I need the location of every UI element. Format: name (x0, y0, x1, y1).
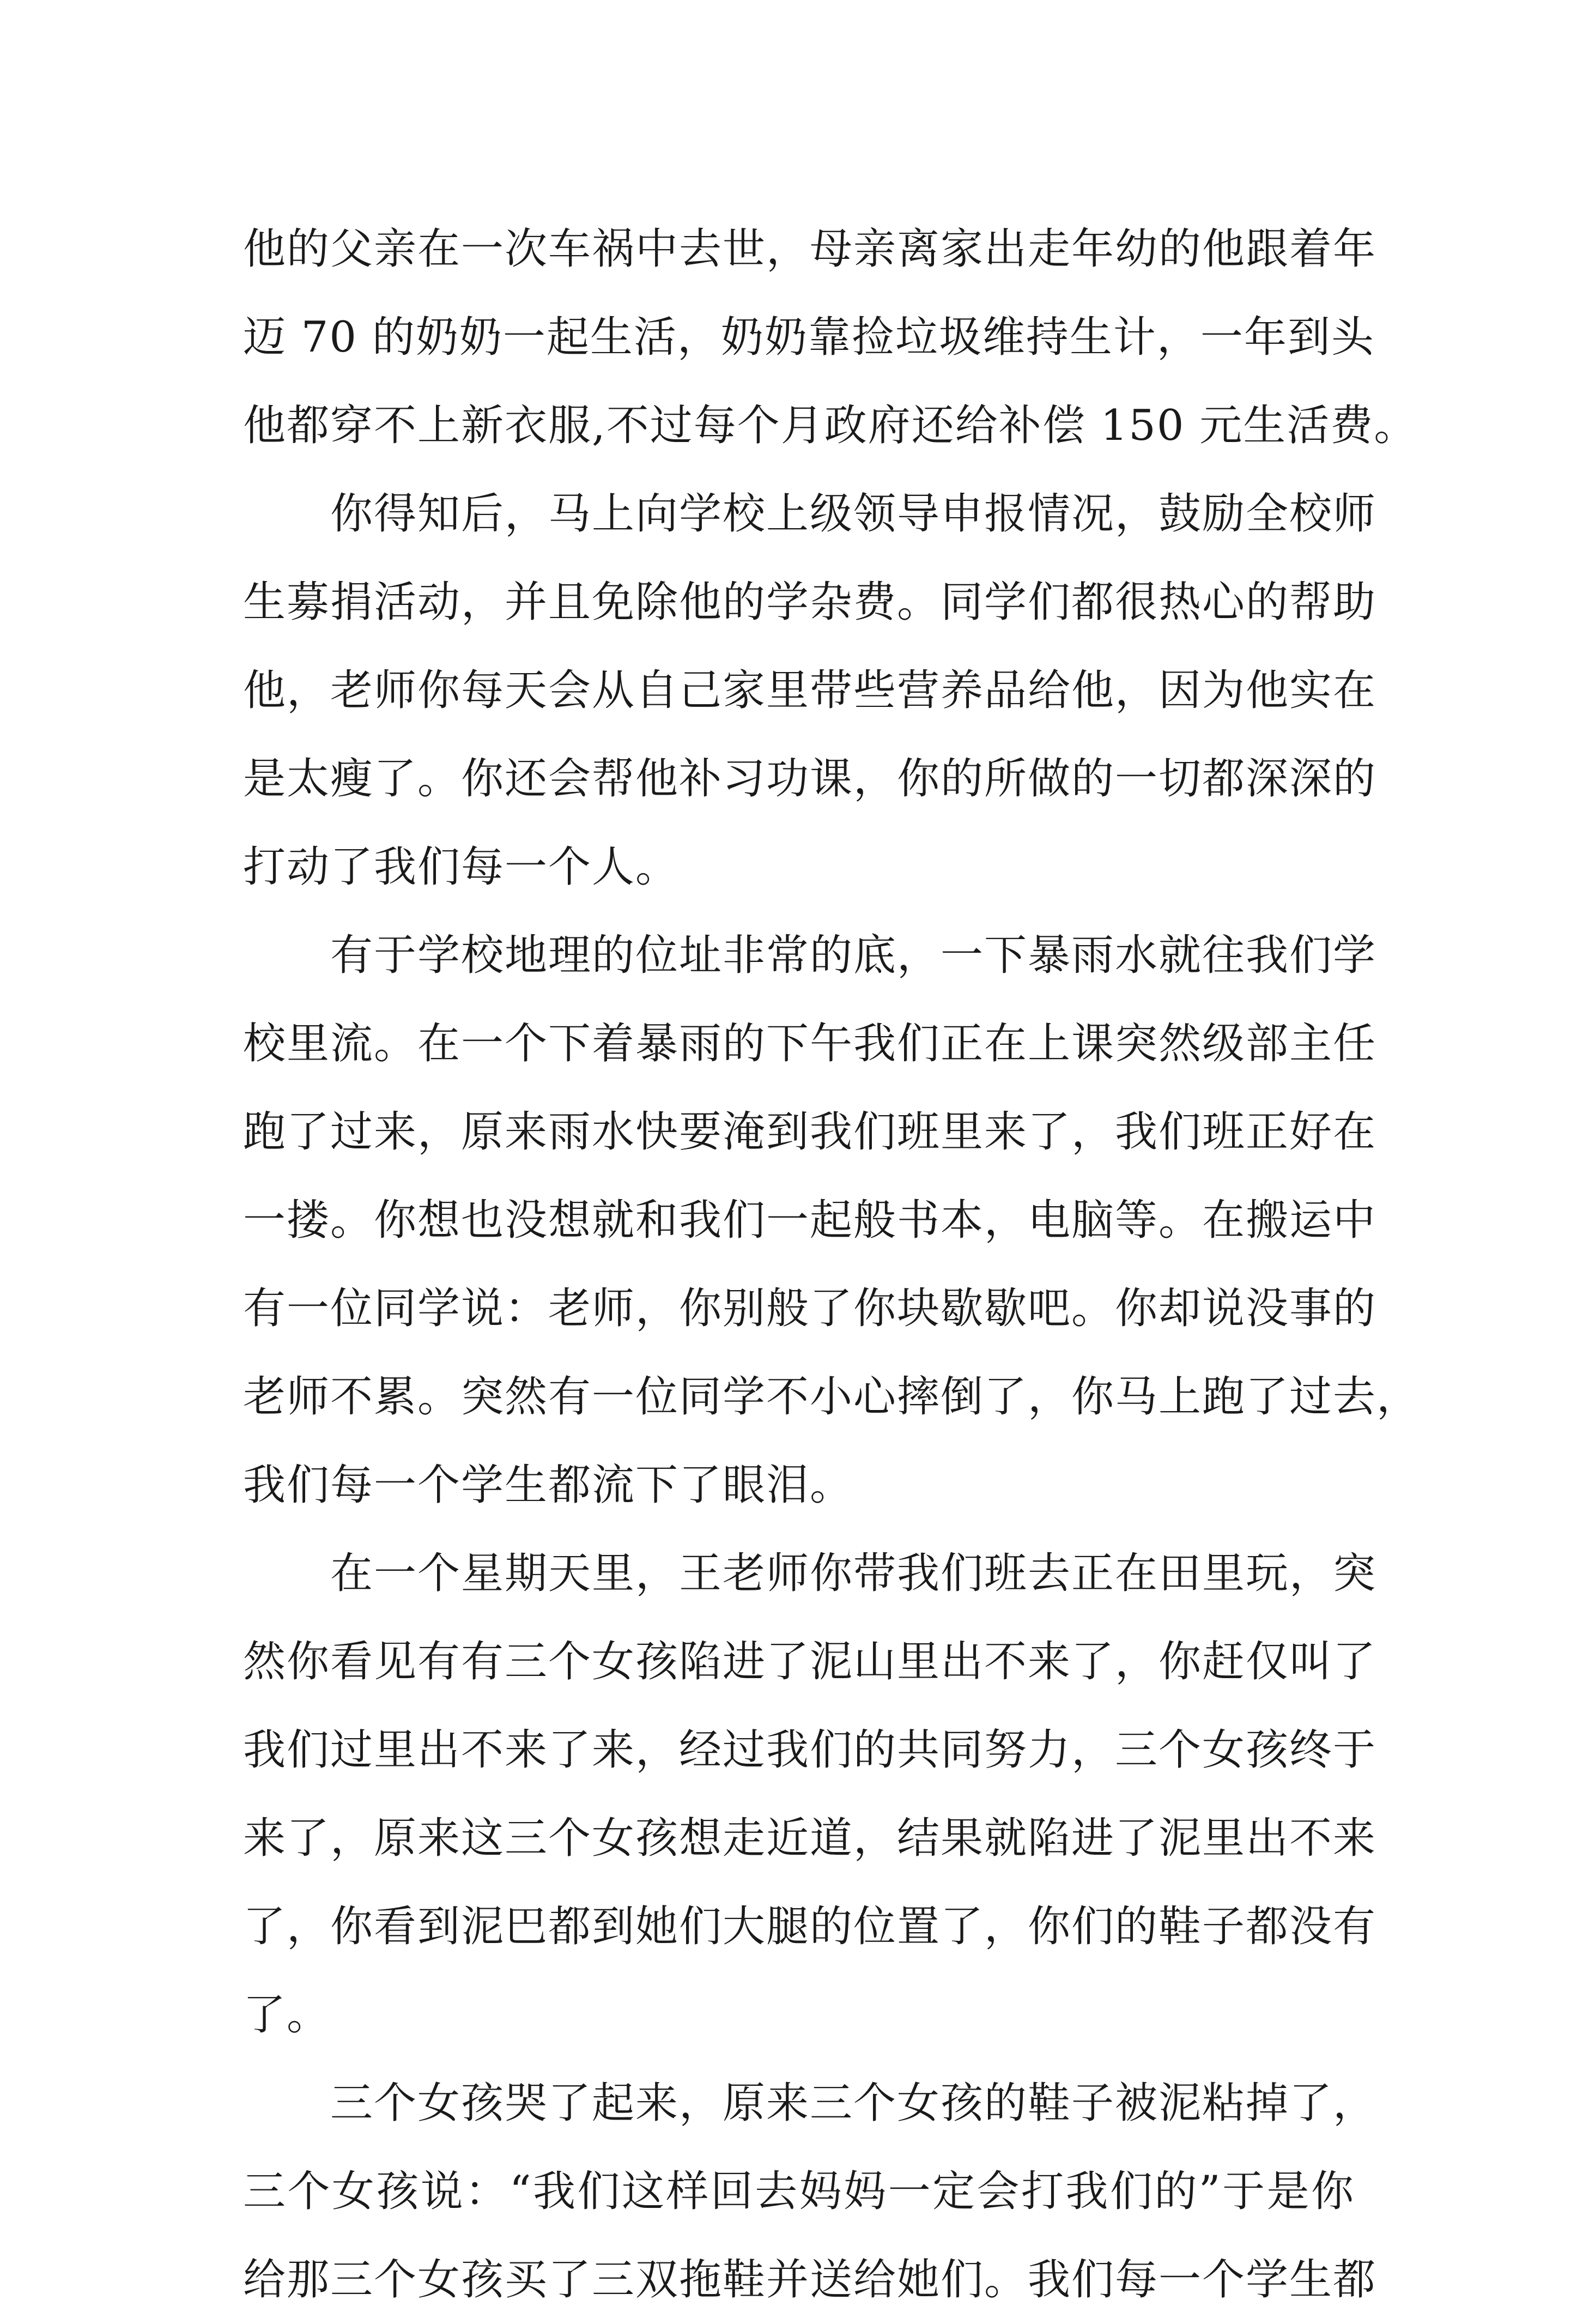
text-line: 我们过里出不来了来，经过我们的共同努力，三个女孩终于 (243, 1726, 1377, 1775)
text-line: 生募捐活动，并且免除他的学杂费。同学们都很热心的帮助 (243, 578, 1377, 627)
text-line: 然你看见有有三个女孩陷进了泥山里出不来了，你赶仅叫了 (243, 1637, 1377, 1686)
paragraph (243, 205, 1418, 470)
document-body (243, 205, 1421, 2324)
text-line: 他都穿不上新衣服,不过每个月政府还给补偿 150 元生活费。 (243, 401, 1418, 450)
text-line: 三个女孩哭了起来，原来三个女孩的鞋子被泥粘掉了， (330, 2079, 1377, 2128)
paragraph (243, 470, 1377, 911)
text-line: 一搂。你想也没想就和我们一起般书本，电脑等。在搬运中 (243, 1196, 1377, 1245)
text-line: 有一位同学说：老师，你别般了你块歇歇吧。你却说没事的 (243, 1284, 1377, 1333)
text-line: 跑了过来，原来雨水快要淹到我们班里来了，我们班正好在 (243, 1107, 1377, 1157)
text-line: 在一个星期天里，王老师你带我们班去正在田里玩，突 (330, 1549, 1377, 1598)
text-line: 老师不累。突然有一位同学不小心摔倒了，你马上跑了过去， (243, 1372, 1421, 1421)
text-line: 来了，原来这三个女孩想走近道，结果就陷进了泥里出不来 (243, 1814, 1377, 1863)
text-line: 有于学校地理的位址非常的底，一下暴雨水就往我们学 (330, 931, 1377, 980)
paragraph (243, 1529, 1377, 2059)
text-line: 了，你看到泥巴都到她们大腿的位置了，你们的鞋子都没有 (243, 1902, 1377, 1951)
paragraph (243, 2059, 1377, 2324)
text-line: 校里流。在一个下着暴雨的下午我们正在上课突然级部主任 (243, 1019, 1377, 1068)
text-line: 了。 (243, 1990, 331, 2039)
text-line: 我们每一个学生都流下了眼泪。 (243, 1461, 854, 1510)
paragraph (243, 911, 1421, 1529)
text-line: 迈 70 的奶奶一起生活，奶奶靠捡垃圾维持生计，一年到头 (243, 313, 1375, 362)
text-line: 你得知后，马上向学校上级领导申报情况，鼓励全校师 (330, 489, 1377, 538)
text-line: 给那三个女孩买了三双拖鞋并送给她们。我们每一个学生都 (243, 2255, 1377, 2304)
text-line: 他，老师你每天会从自己家里带些营养品给他，因为他实在 (243, 666, 1377, 715)
text-line: 他的父亲在一次车祸中去世，母亲离家出走年幼的他跟着年 (243, 225, 1377, 274)
text-line: 打动了我们每一个人。 (243, 843, 680, 892)
text-line: 三个女孩说：“我们这样回去妈妈一定会打我们的”于是你 (243, 2167, 1355, 2216)
text-line: 是太瘦了。你还会帮他补习功课，你的所做的一切都深深的 (243, 754, 1377, 803)
